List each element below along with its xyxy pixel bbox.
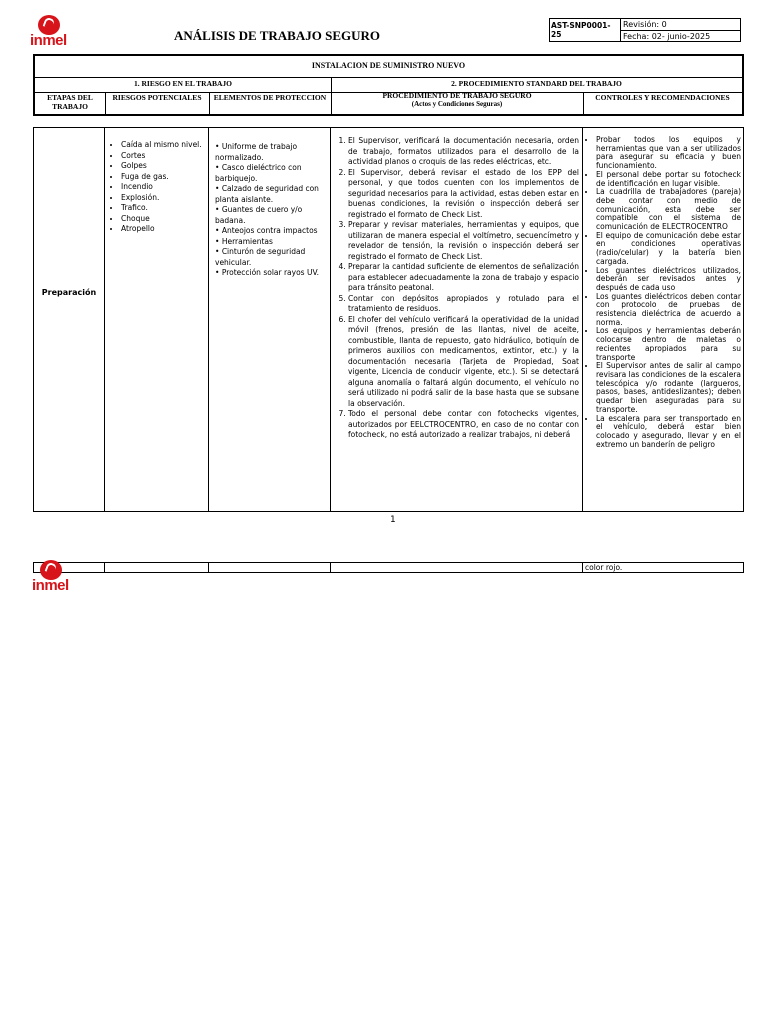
list-item: • Los equipos y herramientas deberán colocarse dentro de maletas o recientes apropiados para su transporte bbox=[596, 327, 741, 362]
list-item: 4. Preparar la cantidad suficiente de elementos de señalización para establecer adecuadamente la zona de trabajo y espacio para tránsito peatonal. bbox=[348, 262, 579, 294]
procedure-list bbox=[334, 136, 579, 441]
list-item: • Guantes de cuero y/o badana. bbox=[215, 205, 328, 226]
section-risk: 1. RIESGO EN EL TRABAJO bbox=[133, 79, 232, 88]
protection-cell bbox=[208, 128, 330, 511]
logo-text: inmel bbox=[30, 32, 67, 49]
col-header-procedimiento bbox=[331, 91, 583, 108]
controls-continuation: color rojo. bbox=[585, 563, 623, 572]
document-title: ANÁLISIS DE TRABAJO SEGURO bbox=[174, 28, 381, 43]
list-item: • Cinturón de seguridad vehicular. bbox=[215, 247, 328, 268]
company-logo-page2 bbox=[30, 560, 74, 594]
page-number: 1 bbox=[390, 515, 396, 525]
continuation-row bbox=[33, 562, 744, 573]
risks-list bbox=[105, 140, 208, 235]
list-item: • Probar todos los equipos y herramientas que van a ser utilizados para asegurar su eficacia y buen funcionamiento. bbox=[596, 136, 741, 171]
revision-box bbox=[620, 18, 741, 42]
date-label: Fecha: 02- junio-2025 bbox=[620, 30, 740, 42]
revision-label: Revisión: 0 bbox=[623, 20, 667, 29]
col-header-procedimiento-title: PROCEDIMIENTO DE TRABAJO SEGURO bbox=[382, 91, 532, 100]
protection-list bbox=[215, 142, 328, 279]
risks-cell bbox=[104, 128, 208, 511]
list-item: • Anteojos contra impactos bbox=[215, 226, 328, 237]
list-item: • Caída al mismo nivel. bbox=[121, 140, 208, 151]
list-item: • Casco dieléctrico con barbiquejo. bbox=[215, 163, 328, 184]
stage-cell bbox=[34, 128, 104, 511]
list-item: • Explosión. bbox=[121, 193, 208, 204]
list-item: 7. Todo el personal debe contar con fotochecks vigentes, autorizados por EELCTROCENTRO, en caso de no contar con fotocheck, no está autorizado a realizar trabajos, ni deberá bbox=[348, 409, 579, 441]
list-item: • Golpes bbox=[121, 161, 208, 172]
procedure-cell bbox=[330, 128, 582, 511]
list-item: • Atropello bbox=[121, 224, 208, 235]
list-item: • Calzado de seguridad con planta aislante. bbox=[215, 184, 328, 205]
list-item: • La cuadrilla de trabajadores (pareja) debe contar con medio de comunicación, esta debe ser compatible con el sistema de comunicación de ELECTROCENTRO bbox=[596, 188, 741, 232]
stage-label: Preparación bbox=[41, 288, 97, 297]
controls-list bbox=[586, 136, 741, 449]
list-item: 6. El chofer del vehículo verificará la operatividad de la unidad móvil (frenos, presión de las llantas, nivel de aceite, combustible, llanta de repuesto, gato hidráulico, botiquín de primeros auxilios con medicamentos, extintor, etc.) y la documentación necesaria (Tarjeta de Propiedad, Soat vigente, Licencia de conducir vigente, etc.). Si se detectará alguna anomalía o faltará algún documento, el vehículo no será utilizado ni podrá salir de la base hasta que se subsane la observación. bbox=[348, 315, 579, 410]
list-item: 1. El Supervisor, verificará la documentación necesaria, orden de trabajo, formatos utilizados para el desarrollo de la actividad planos o croquis de las redes eléctricas, etc. bbox=[348, 136, 579, 168]
list-item: • La escalera para ser transportado en el vehículo, deberá estar bien colocado y asegurado, llevar y en el extremo un banderín de peligro bbox=[596, 415, 741, 450]
list-item: • Choque bbox=[121, 214, 208, 225]
col-header-riesgos: RIESGOS POTENCIALES bbox=[112, 93, 202, 102]
list-item: • Trafico. bbox=[121, 203, 208, 214]
list-item: • Los guantes dieléctricos deben contar con protocolo de pruebas de resistencia dieléctrica de acuerdo a norma. bbox=[596, 293, 741, 328]
list-item: • Herramientas bbox=[215, 237, 328, 248]
activity-title: INSTALACION DE SUMINISTRO NUEVO bbox=[35, 56, 742, 78]
col-header-procedimiento-sub: (Actos y Condiciones Seguras) bbox=[411, 100, 503, 108]
list-item: • Los guantes dieléctricos utilizados, deberán ser revisados antes y después de cada uso bbox=[596, 267, 741, 293]
list-item: • Protección solar rayos UV. bbox=[215, 268, 328, 279]
list-item: 2. El Supervisor, deberá revisar el estado de los EPP del personal, y que todos cuenten con los implementos de seguridad necesarios para la actividad, estas deben estar en buenas condiciones, la revisión o inspección deberá ser registrado el formato de Check List. bbox=[348, 168, 579, 221]
list-item: • Uniforme de trabajo normalizado. bbox=[215, 142, 328, 163]
table-header bbox=[33, 54, 744, 116]
company-logo bbox=[28, 15, 72, 49]
logo-text: inmel bbox=[32, 577, 69, 594]
list-item: 5. Contar con depósitos apropiados y rotulado para el tratamiento de residuos. bbox=[348, 294, 579, 315]
col-header-etapas: ETAPAS DEL TRABAJO bbox=[47, 93, 93, 111]
list-item: • El equipo de comunicación debe estar en condiciones operativas (radio/celular) y la batería bien cargada. bbox=[596, 232, 741, 267]
col-header-controles: CONTROLES Y RECOMENDACIONES bbox=[595, 93, 730, 102]
col-header-elementos: ELEMENTOS DE PROTECCION bbox=[213, 93, 327, 102]
list-item: • El personal debe portar su fotocheck de identificación en lugar visible. bbox=[596, 171, 741, 188]
list-item: • Incendio bbox=[121, 182, 208, 193]
list-item: • Cortes bbox=[121, 151, 208, 162]
table-row bbox=[33, 127, 744, 512]
controls-cell bbox=[582, 128, 743, 511]
document-code: AST-SNP0001-25 bbox=[549, 18, 621, 42]
list-item: • El Supervisor antes de salir al campo revisara las condiciones de la escalera telescópica y/o rodante (largueros, pasos, bases, antideslizantes); deben quedar bien aseguradas para su transporte. bbox=[596, 362, 741, 414]
list-item: • Fuga de gas. bbox=[121, 172, 208, 183]
list-item: 3. Preparar y revisar materiales, herramientas y equipos, que utilizaran de manera especial el voltímetro, secuencímetro y revelador de tensión, la revisión o inspección deberá ser registrado el formato de Check List. bbox=[348, 220, 579, 262]
column-header-row bbox=[35, 92, 742, 116]
section-procedure: 2. PROCEDIMIENTO STANDARD DEL TRABAJO bbox=[451, 79, 622, 88]
